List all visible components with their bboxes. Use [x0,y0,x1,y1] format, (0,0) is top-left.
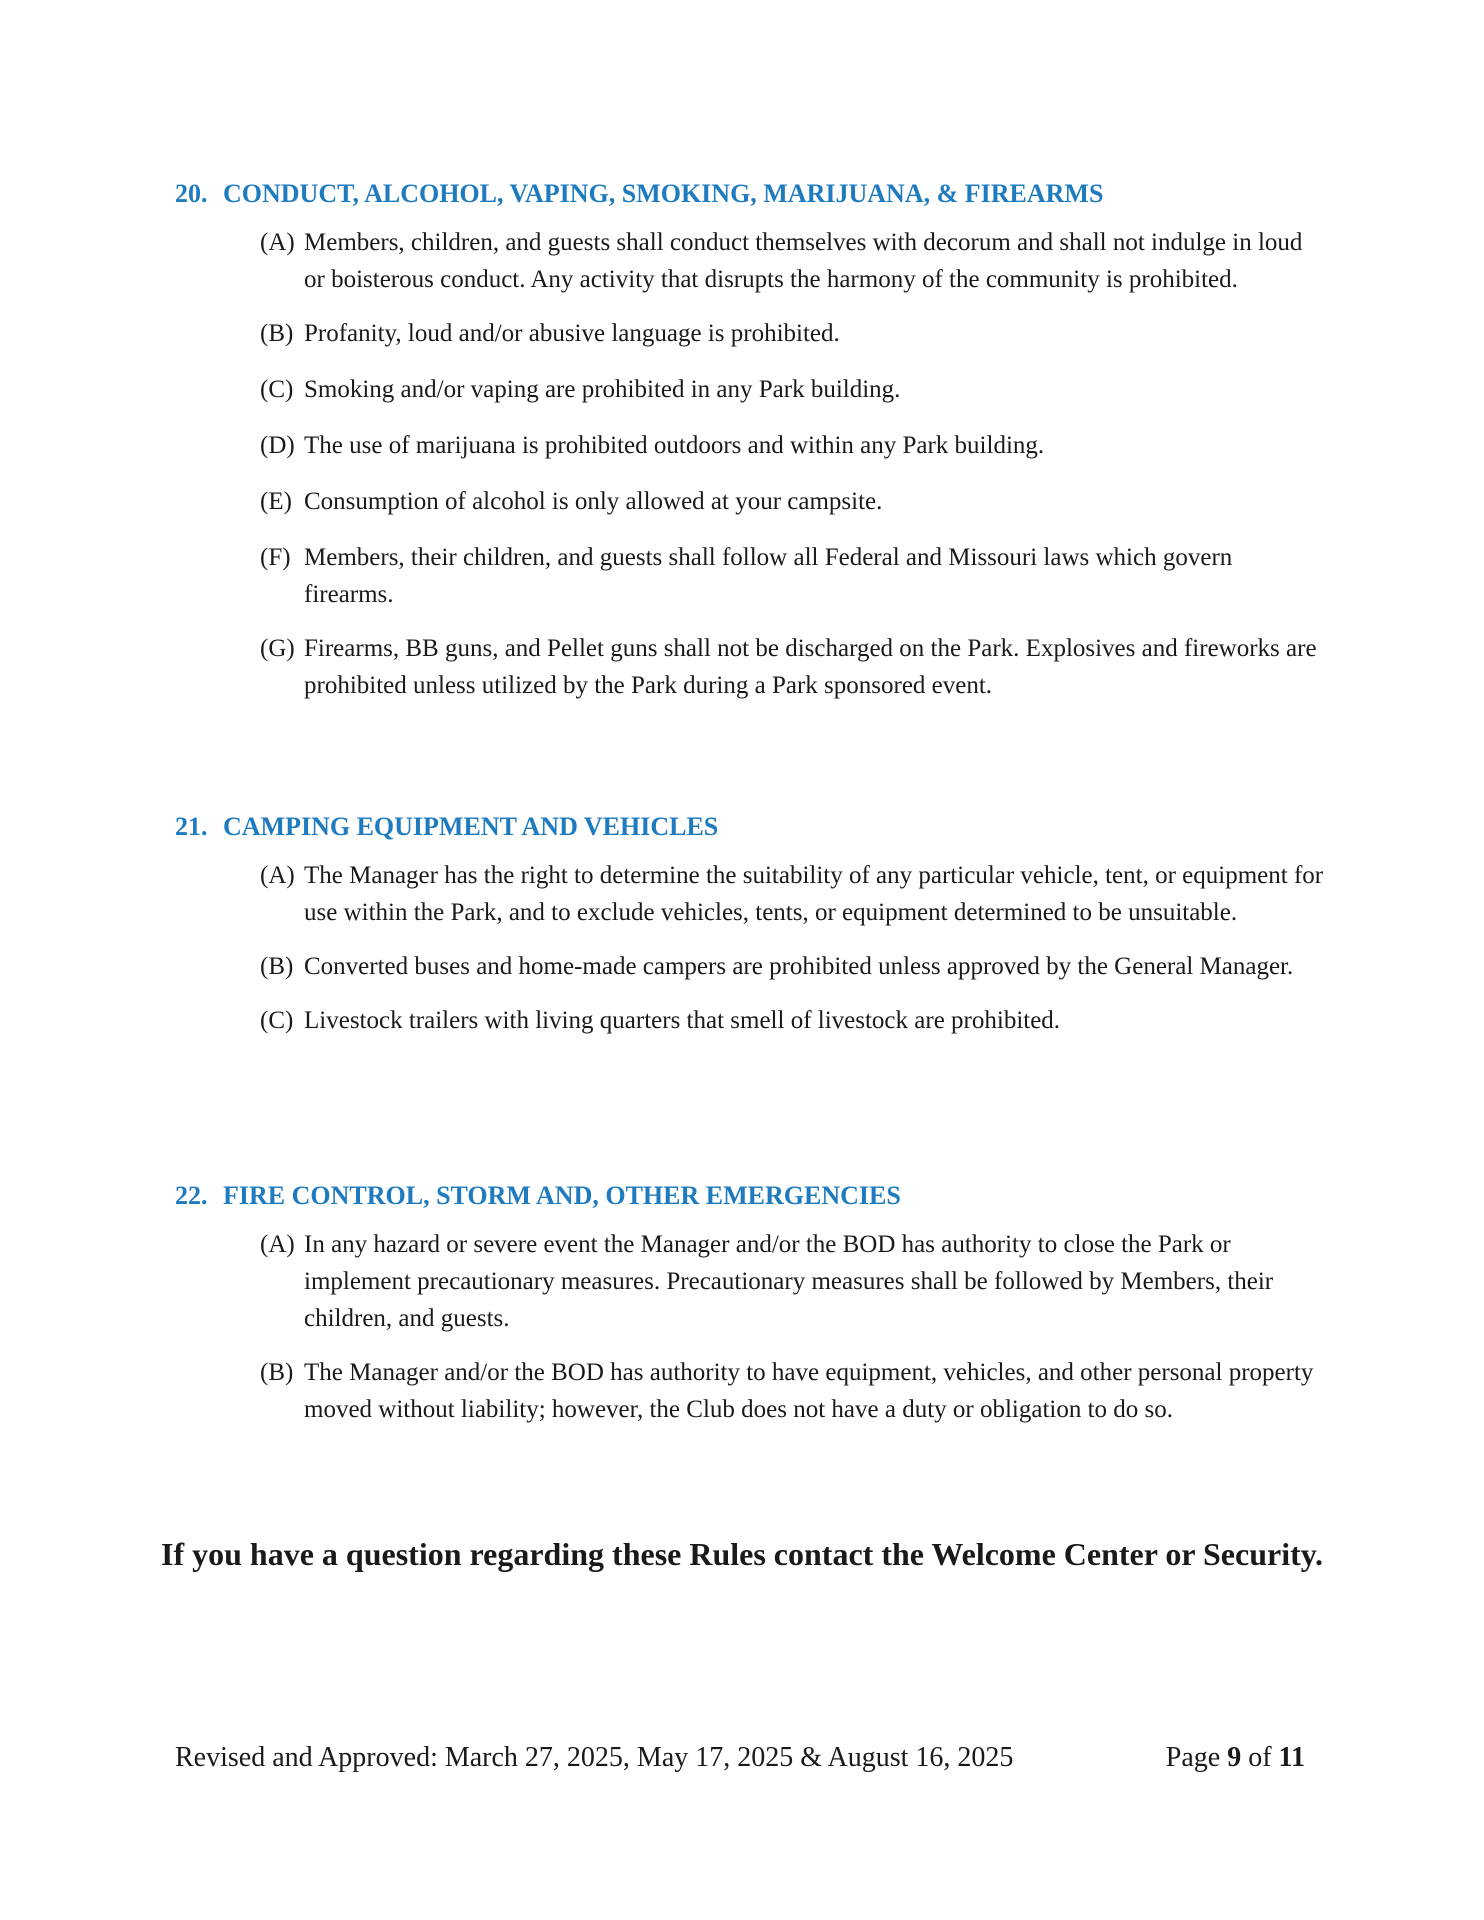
section-number: 22. [175,1181,208,1210]
rule-item [175,857,1325,931]
rule-text: Profanity, loud and/or abusive language is prohibited. [304,320,840,347]
rule-letter: (A) [260,862,295,889]
rule-letter: (B) [260,1359,294,1386]
rule-text: Consumption of alcohol is only allowed at your campsite. [304,488,883,515]
rule-item [175,483,1325,520]
rule-text: Converted buses and home-made campers are prohibited unless approved by the General Manager. [304,953,1294,980]
section-22 [175,1180,1325,1428]
rule-item [175,315,1325,352]
page-total: 11 [1278,1742,1305,1773]
page-of: of [1248,1742,1272,1773]
rule-text: In any hazard or severe event the Manager and/or the BOD has authority to close the Park or implement precautionary measures. Precautionary measures shall be followed by Members, their children, and guests. [304,1231,1274,1332]
section-number: 20. [175,179,208,208]
rule-text: Firearms, BB guns, and Pellet guns shall not be discharged on the Park. Explosives and fireworks are prohibited unless utilized by the Park during a Park sponsored event. [304,635,1317,699]
page-word: Page [1165,1742,1221,1773]
rule-list [175,224,1325,704]
section-title: CAMPING EQUIPMENT AND VEHICLES [223,812,719,841]
rule-item [175,1002,1325,1039]
rule-letter: (B) [260,320,294,347]
section-title: CONDUCT, ALCOHOL, VAPING, SMOKING, MARIJUANA, & FIREARMS [223,179,1104,208]
page-current: 9 [1227,1742,1242,1773]
rule-text: Livestock trailers with living quarters that smell of livestock are prohibited. [304,1007,1061,1034]
section-number: 21. [175,812,208,841]
rule-item [175,1354,1325,1428]
rule-text: Members, their children, and guests shall follow all Federal and Missouri laws which govern firearms. [304,544,1233,608]
rule-letter: (C) [260,376,294,403]
rule-text: The use of marijuana is prohibited outdoors and within any Park building. [304,432,1045,459]
rule-letter: (A) [260,229,295,256]
section-heading [175,811,1325,843]
rule-list [175,1226,1325,1428]
rule-item [175,224,1325,298]
rule-letter: (G) [260,635,295,662]
rule-item [175,371,1325,408]
rule-item [175,539,1325,613]
section-20 [175,178,1325,704]
rule-item [175,1226,1325,1337]
section-heading [175,178,1325,210]
rule-text: The Manager has the right to determine the suitability of any particular vehicle, tent, or equipment for use within the Park, and to exclude vehicles, tents, or equipment determined to be unsuitable. [304,862,1324,926]
rule-letter: (D) [260,432,295,459]
rule-text: Members, children, and guests shall conduct themselves with decorum and shall not indulge in loud or boisterous conduct. Any activity that disrupts the harmony of the community is prohibited. [304,229,1303,293]
page-number [1166,1740,1305,1776]
closing-note: If you have a question regarding these Rules contact the Welcome Center or Security. [161,1536,1323,1572]
rule-letter: (C) [260,1007,294,1034]
rule-item [175,948,1325,985]
section-heading [175,1180,1325,1212]
rule-list [175,857,1325,1039]
rule-letter: (B) [260,953,294,980]
section-title: FIRE CONTROL, STORM AND, OTHER EMERGENCIES [223,1181,901,1210]
rule-item [175,427,1325,464]
rule-item [175,630,1325,704]
rule-letter: (A) [260,1231,295,1258]
rule-letter: (E) [260,488,292,515]
revision-dates: Revised and Approved: March 27, 2025, May 17, 2025 & August 16, 2025 [175,1742,1014,1773]
rule-text: Smoking and/or vaping are prohibited in any Park building. [304,376,901,403]
rule-letter: (F) [260,544,291,571]
section-21 [175,811,1325,1039]
rule-text: The Manager and/or the BOD has authority to have equipment, vehicles, and other personal property moved without liability; however, the Club does not have a duty or obligation to do so. [304,1359,1314,1423]
